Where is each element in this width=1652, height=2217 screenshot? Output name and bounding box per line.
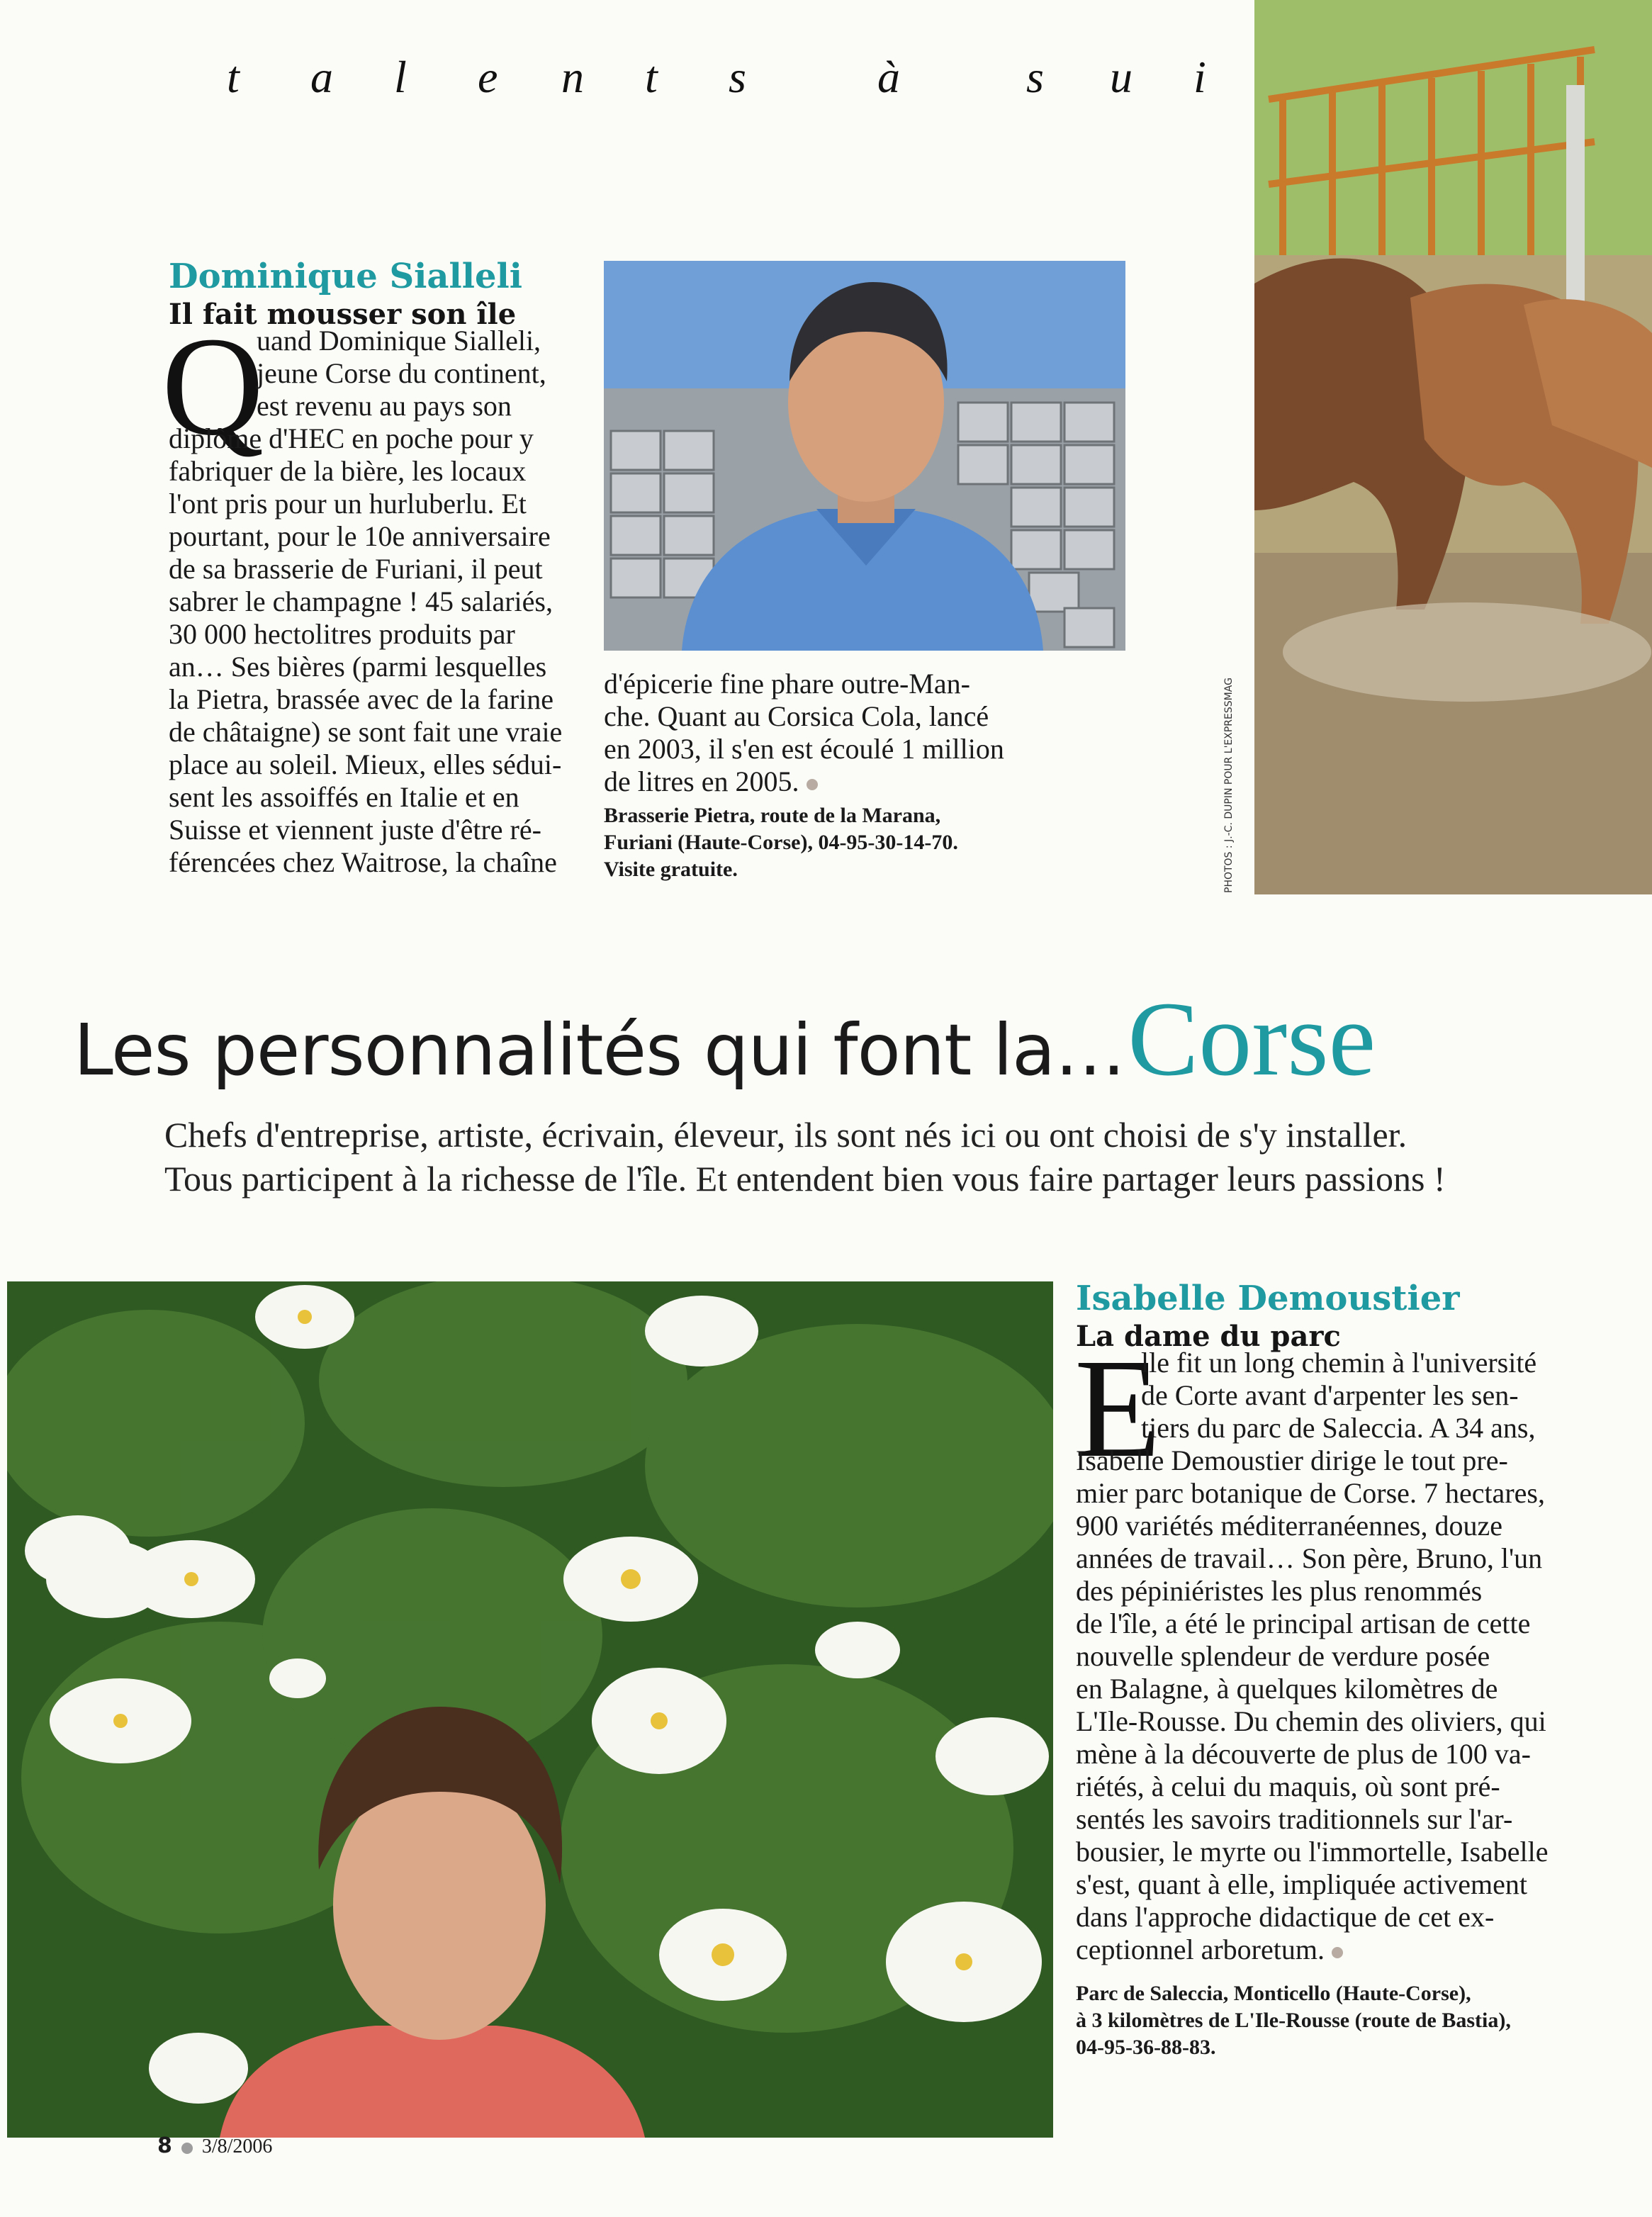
article2-info-line: Parc de Saleccia, Monticello (Haute-Corse), [1076,1982,1471,2005]
article1-text-line: place au soleil. Mieux, elles sédui- [169,748,562,780]
article1-text-col2 [604,668,1004,798]
article1-text [169,422,562,879]
kicker-letter: n [561,52,584,102]
article2-text-line: mène à la découverte de plus de 100 va- [1076,1738,1531,1770]
kicker-letter: t [645,52,658,102]
kicker-letter: s [729,52,746,102]
article1-text-line: pourtant, pour le 10e anniversaire [169,520,551,552]
article2-info-line: 04-95-36-88-83. [1076,2036,1216,2059]
article2-text [1076,1444,1549,1966]
article1-info [604,802,958,883]
article1-text-line: diplôme d'HEC en poche pour y [169,422,534,454]
article1-text-line: an… Ses bières (parmi lesquelles [169,651,547,683]
page-number: 8 [157,2133,172,2158]
headline-part1: Les personnalités qui font la… [74,1009,1125,1091]
photo-credit: PHOTOS : J.-C. DUPIN POUR L'EXPRESSMAG [1223,678,1235,893]
article1-text-line: sent les assoiffés en Italie et en [169,781,519,813]
article1-text-line: la Pietra, brassée avec de la farine [169,683,554,715]
kicker-letter: u [1110,52,1133,102]
article2-subtitle: La dame du parc [1076,1320,1341,1353]
cattle-photo [1254,0,1652,894]
page-footer [157,2133,272,2158]
article1-text-line: de sa brasserie de Furiani, il peut [169,553,543,585]
article1-subtitle: Il fait mousser son île [169,298,517,331]
main-headline [74,978,1376,1100]
end-dot-icon [807,779,818,790]
article2-text-line: de Corte avant d'arpenter les sen- [1141,1379,1519,1411]
article2-text-line: mier parc botanique de Corse. 7 hectares, [1076,1477,1545,1509]
kicker-letter: l [394,52,407,102]
article2-text-line: nouvelle splendeur de verdure posée [1076,1640,1490,1672]
lead-line: Chefs d'entreprise, artiste, écrivain, éleveur, ils sont nés ici ou ont choisi de s'y installer. [164,1115,1407,1155]
article1-info-line: Furiani (Haute-Corse), 04-95-30-14-70. [604,831,958,854]
article1-text-line: est revenu au pays son [257,390,512,422]
article1-text-line: en 2003, il s'en est écoulé 1 million [604,733,1004,765]
sialleli-photo [604,261,1125,651]
article1-text-line: de châtaigne) se sont fait une vraie [169,716,563,748]
kicker-letter: i [1193,52,1206,102]
kicker-letter: à [877,52,900,102]
article1-name: Dominique Sialleli [169,257,522,296]
article1-text-wrap [257,325,546,422]
article1-text-line: de litres en 2005. [604,765,1004,798]
article1-text-line: d'épicerie fine phare outre-Man- [604,668,970,700]
article2-text-line: tiers du parc de Saleccia. A 34 ans, [1141,1412,1536,1444]
footer-dot-icon [181,2143,193,2154]
lead-paragraph [164,1113,1446,1201]
article2-text-line: sentés les savoirs traditionnels sur l'ar- [1076,1803,1513,1835]
article2-text-line: ceptionnel arboretum. [1076,1933,1549,1966]
article2-dropcap: E [1074,1330,1162,1487]
article2-text-line: riétés, à celui du maquis, où sont pré- [1076,1770,1500,1802]
article2-name: Isabelle Demoustier [1076,1279,1460,1318]
headline-corse: Corse [1128,980,1376,1098]
article1-text-line: Suisse et viennent juste d'être ré- [169,814,541,846]
article2-text-line: s'est, quant à elle, impliquée activement [1076,1868,1527,1900]
lead-line: Tous participent à la richesse de l'île. Et entendent bien vous faire partager leurs passions ! [164,1159,1446,1199]
kicker-letter: s [1026,52,1044,102]
article1-info-line: Visite gratuite. [604,858,738,881]
article1-text-line: che. Quant au Corsica Cola, lancé [604,700,989,732]
article1-dropcap: Q [162,308,264,465]
article2-info [1076,1980,1511,2061]
kicker-letter: a [310,52,333,102]
article2-text-wrap [1141,1347,1536,1444]
article1-text-line: l'ont pris pour un hurluberlu. Et [169,488,527,520]
article2-text-line: L'Ile-Rousse. Du chemin des oliviers, qui [1076,1705,1546,1737]
article1-text-line: sabrer le champagne ! 45 salariés, [169,585,553,617]
article1-text-line: jeune Corse du continent, [257,357,546,389]
article1-info-line: Brasserie Pietra, route de la Marana, [604,804,941,827]
article2-text-line: 900 variétés méditerranéennes, douze [1076,1510,1502,1542]
kicker-letter: e [478,52,498,102]
article2-text-line: en Balagne, à quelques kilomètres de [1076,1673,1498,1705]
article1-text-line: fabriquer de la bière, les locaux [169,455,527,487]
article1-text-line: 30 000 hectolitres produits par [169,618,515,650]
article2-info-line: à 3 kilomètres de L'Ile-Rousse (route de Bastia), [1076,2009,1511,2032]
article1-text-line: férencées chez Waitrose, la chaîne [169,846,557,878]
article2-text-line: bousier, le myrte ou l'immortelle, Isabelle [1076,1836,1549,1868]
article2-text-line: Isabelle Demoustier dirige le tout pre- [1076,1444,1508,1476]
article2-text-line: de l'île, a été le principal artisan de cette [1076,1607,1531,1639]
demoustier-photo [7,1281,1053,2138]
article2-text-line: dans l'approche didactique de cet ex- [1076,1901,1495,1933]
kicker-letter: t [227,52,240,102]
issue-date: 3/8/2006 [201,2135,273,2157]
article1-text-line: uand Dominique Sialleli, [257,325,541,357]
article2-text-line: années de travail… Son père, Bruno, l'un [1076,1542,1543,1574]
article2-text-line: lle fit un long chemin à l'université [1141,1347,1537,1379]
article2-text-line: des pépiniéristes les plus renommés [1076,1575,1483,1607]
end-dot-icon [1332,1947,1343,1958]
